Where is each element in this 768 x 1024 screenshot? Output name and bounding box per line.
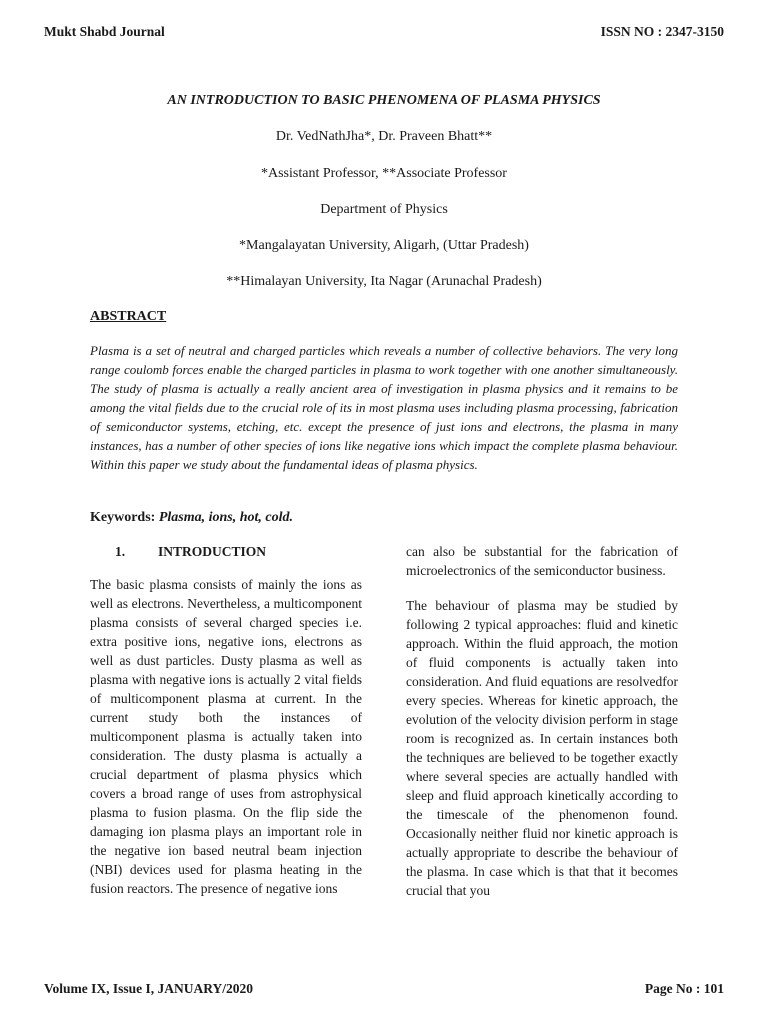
issn-number: ISSN NO : 2347-3150 [600,24,724,39]
section-heading [90,544,362,560]
left-column [90,575,362,898]
right-column-paragraph-2: The behaviour of plasma may be studied by following 2 typical approaches: fluid and kinetic approach. Within the fluid approach, the motion of fluid components is actually taken into consideration. And fluid equations are resolvedfor every species. Whereas for kinetic approach, the evolution of the velocity division perform in stage room is recognized as. In certain instances both the techniques are believed to be together exactly where several species are actually handled with sleep and fluid approach kinetically according to the timescale of the phenomenon found. Occasionally neither fluid nor kinetic approach is actually appropriate to describe the behaviour of the plasma. In case which is that that it becomes crucial that you [406,598,678,898]
volume-issue: Volume IX, Issue I, JANUARY/2020 [44,981,254,996]
abstract-body: Plasma is a set of neutral and charged particles which reveals a number of collective behaviors. The very long range coulomb forces enable the charged particles in plasma to work together with one another simultaneously. The study of plasma is actually a really ancient area of investigation in plasma physics and it remains to be among the vital fields due to the crucial role of its in most plasma uses including plasma processing, fabrication of semiconductor systems, etching, etc. except the presence of just ions and electrons, the plasma in many instances, has a number of other species of ions like negative ions which impact the complete plasma behaviour. Within this paper we study about the fundamental ideas of plasma physics. [90,343,678,472]
keywords-value: Plasma, ions, hot, cold. [158,510,294,525]
affiliation-2: **Himalayan University, Ita Nagar (Arunachal Pradesh) [226,274,542,289]
keywords-label: Keywords: [90,510,159,525]
author-designations: *Assistant Professor, **Associate Professor [261,166,507,181]
page-number: Page No : 101 [644,981,724,996]
section-title: INTRODUCTION [158,544,267,559]
abstract-heading: ABSTRACT [90,309,167,324]
journal-name: Mukt Shabd Journal [44,24,165,39]
paper-authors: Dr. VedNathJha*, Dr. Praveen Bhatt** [275,129,493,144]
section-number: 1. [115,544,126,559]
affiliation-1: *Mangalayatan University, Aligarh, (Uttar Pradesh) [239,238,529,253]
paper-title: AN INTRODUCTION TO BASIC PHENOMENA OF PLASMA PHYSICS [167,93,601,108]
left-column-paragraph: The basic plasma consists of mainly the ions as well as electrons. Nevertheless, a multicomponent plasma consists of several charged species i.e. extra positive ions, negative ions, electrons as well as dust particles. Dusty plasma as well as plasma with negative ions is actually 2 vital fields of multicomponent plasma at current. In the current study both the instances of multicomponent plasma is actually taken into consideration. The dusty plasma is actually a crucial department of plasma physics which covers a broad range of uses from astrophysical plasma to fusion plasma. On the flip side the damaging ion plasma plays an important role in the negative ion based neutral beam injection (NBI) devices used for plasma heating in the fusion reactors. The presence of negative ions [90,577,362,896]
keywords [90,510,293,526]
right-column [406,542,678,900]
right-column-paragraph-1: can also be substantial for the fabrication of microelectronics of the semiconductor business. [406,544,678,578]
author-department: Department of Physics [320,202,448,217]
